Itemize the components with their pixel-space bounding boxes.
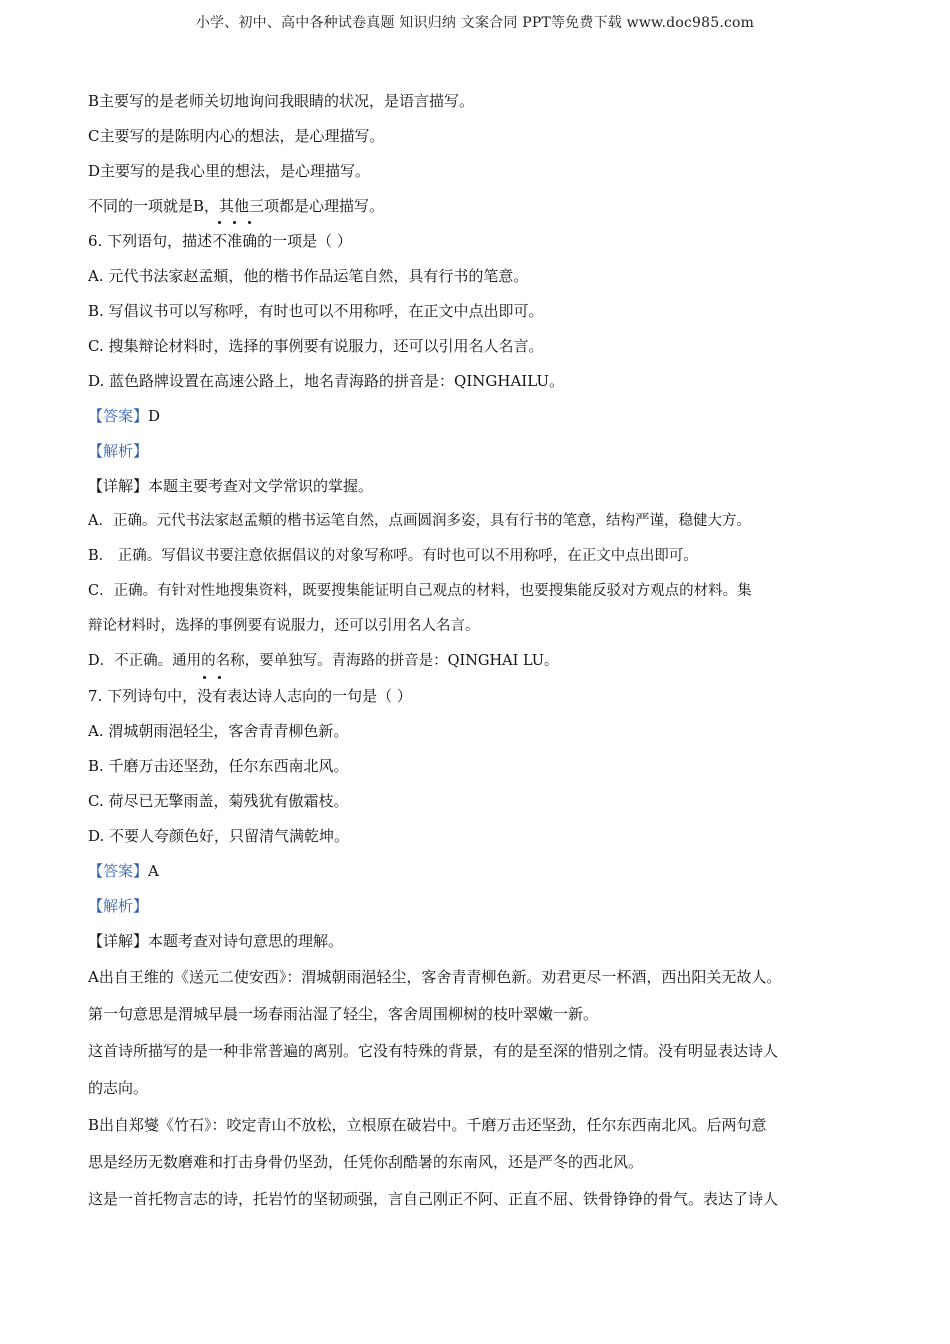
detail-label: 【详解】 — [88, 477, 149, 495]
answer-label: 【答案】 — [88, 862, 149, 880]
q7-stem-post: 表达诗人志向的一句是（ ） — [227, 687, 412, 705]
q7-detail-a-analysis: 这首诗所描写的是一种非常普遍的离别。它没有特殊的背景，有的是至深的惜别之情。没有明显表达诗人 — [88, 1042, 779, 1060]
q7-answer — [88, 854, 868, 889]
q7-option-d: D. 不要人夸颜色好，只留清气满乾坤。 — [88, 827, 350, 845]
q6-detail-intro — [88, 469, 868, 504]
q6-option-d: D. 蓝色路牌设置在高速公路上，地名青海路的拼音是：QINGHAILU。 — [88, 372, 564, 390]
q7-detail-intro — [88, 924, 868, 959]
q6-stem-pre: 6. 下列语句，描述 — [88, 232, 213, 250]
document-body — [88, 84, 868, 1218]
q6-stem-post: 的一项是（ ） — [257, 232, 352, 250]
q6-analysis-label: 【解析】 — [88, 442, 149, 460]
q5-option-d-explanation: D主要写的是我心里的想法，是心理描写。 — [88, 162, 371, 180]
q6-detail-c: C．正确。有针对性地搜集资料，既要搜集能证明自己观点的材料，也要搜集能反驳对方观点的材料。集 — [88, 583, 752, 599]
q6-option-c: C. 搜集辩论材料时，选择的事例要有说服力，还可以引用名人名言。 — [88, 337, 544, 355]
q7-detail-a-source: A出自王维的《送元二使安西》：渭城朝雨浥轻尘，客舍青青柳色新。劝君更尽一杯酒，西出阳关无故人。 — [88, 968, 782, 986]
q7-detail-b-meaning: 思是经历无数磨难和打击身骨仍坚劲，任凭你刮酷暑的东南风，还是严冬的西北风。 — [88, 1153, 644, 1171]
q6-emphasis-char: 准 — [227, 224, 242, 259]
q6-emphasis-char: 不 — [212, 224, 227, 259]
q6-detail-c-cont: 辩论材料时，选择的事例要有说服力，还可以引用名人名言。 — [88, 618, 480, 634]
q7-stem — [88, 679, 868, 714]
q7-detail-b-source: B出自郑燮《竹石》：咬定青山不放松，立根原在破岩中。千磨万击还坚劲，任尔东西南北风。后两句意 — [88, 1116, 767, 1134]
q7-option-b: B. 千磨万击还坚劲，任尔东西南北风。 — [88, 757, 349, 775]
page-header: 小学、初中、高中各种试卷真题 知识归纳 文案合同 PPT等免费下载 www.doc985.com — [195, 15, 755, 31]
q7-detail-b-analysis: 这是一首托物言志的诗，托岩竹的坚韧顽强，言自己刚正不阿、正直不屈、铁骨铮铮的骨气。表达了诗人 — [88, 1190, 779, 1208]
q7-emphasis-char: 有 — [212, 679, 227, 714]
q7-detail-a-meaning: 第一句意思是渭城早晨一场春雨沾湿了轻尘，客舍周围柳树的枝叶翠嫩一新。 — [88, 1005, 599, 1023]
answer-value: D — [148, 407, 161, 425]
q7-stem-pre: 7. 下列诗句中， — [88, 687, 198, 705]
q6-answer — [88, 399, 868, 434]
q5-option-c-explanation: C主要写的是陈明内心的想法，是心理描写。 — [88, 127, 385, 145]
q6-detail-a: A．正确。元代书法家赵孟頫的楷书运笔自然，点画圆润多姿，具有行书的笔意，结构严谨，稳健大方。 — [88, 513, 751, 529]
q7-detail-a-analysis-cont: 的志向。 — [88, 1079, 149, 1097]
q6-detail-b: B． 正确。写倡议书要注意依据倡议的对象写称呼。有时也可以不用称呼，在正文中点出即可。 — [88, 548, 698, 564]
q6-emphasis-char: 确 — [242, 224, 257, 259]
detail-intro-text: 本题考查对诗句意思的理解。 — [148, 932, 344, 950]
q7-emphasis-char: 没 — [197, 679, 212, 714]
answer-value: A — [148, 862, 159, 880]
q6-option-b: B. 写倡议书可以写称呼，有时也可以不用称呼，在正文中点出即可。 — [88, 302, 544, 320]
q5-option-b-explanation: B主要写的是老师关切地询问我眼睛的状况，是语言描写。 — [88, 92, 475, 110]
detail-label: 【详解】 — [88, 932, 149, 950]
answer-label: 【答案】 — [88, 407, 149, 425]
q6-detail-d: D．不正确。通用的名称，要单独写。青海路的拼音是：QINGHAI LU。 — [88, 653, 559, 669]
q7-analysis-label: 【解析】 — [88, 897, 149, 915]
q7-option-a: A. 渭城朝雨浥轻尘，客舍青青柳色新。 — [88, 722, 349, 740]
q5-summary: 不同的一项就是B，其他三项都是心理描写。 — [88, 197, 385, 215]
detail-intro-text: 本题主要考查对文学常识的掌握。 — [148, 477, 374, 495]
q6-stem — [88, 224, 868, 259]
q7-option-c: C. 荷尽已无擎雨盖，菊残犹有傲霜枝。 — [88, 792, 349, 810]
q6-option-a: A. 元代书法家赵孟頫，他的楷书作品运笔自然，具有行书的笔意。 — [88, 267, 529, 285]
